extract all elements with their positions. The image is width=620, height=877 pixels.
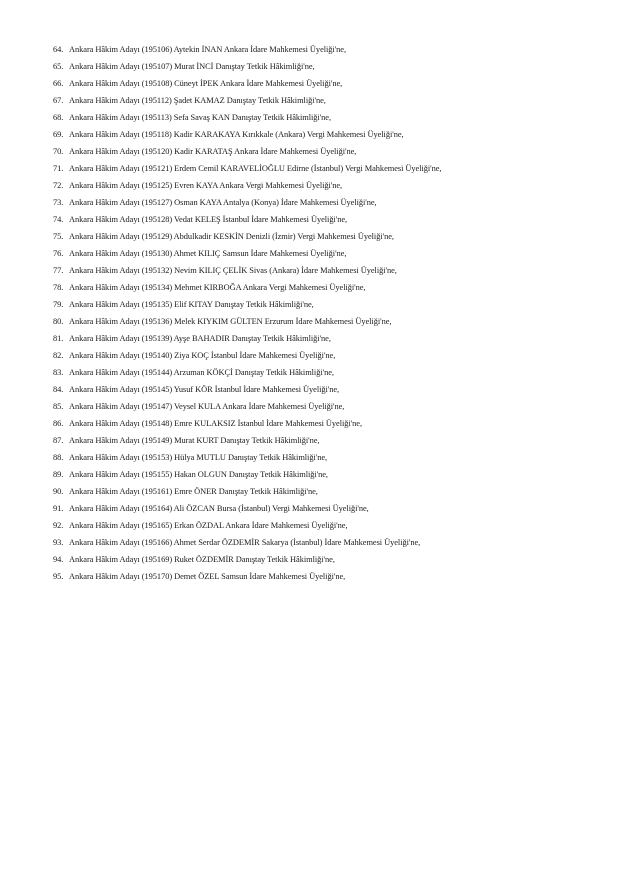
list-item [53, 417, 523, 431]
list-item [53, 43, 523, 57]
list-item [53, 247, 523, 261]
appointment-list [53, 43, 523, 587]
list-item [53, 111, 523, 125]
item-text: Ankara Hâkim Adayı (195144) Arzuman KÖKÇİ Danıştay Tetkik Hâkimliği'ne, [69, 368, 334, 377]
item-text: Ankara Hâkim Adayı (195145) Yusuf KÖR İstanbul İdare Mahkemesi Üyeliği'ne, [69, 385, 340, 394]
item-text: Ankara Hâkim Adayı (195120) Kadir KARATAŞ Ankara İdare Mahkemesi Üyeliği'ne, [69, 147, 357, 156]
list-item [53, 162, 523, 176]
item-text: Ankara Hâkim Adayı (195134) Mehmet KIRBOĞA Ankara Vergi Mahkemesi Üyeliği'ne, [69, 283, 366, 292]
list-item [53, 468, 523, 482]
list-item [53, 196, 523, 210]
item-text: Ankara Hâkim Adayı (195125) Evren KAYA Ankara Vergi Mahkemesi Üyeliği'ne, [69, 181, 343, 190]
list-item [53, 502, 523, 516]
list-item [53, 553, 523, 567]
item-text: Ankara Hâkim Adayı (195136) Melek KIYKIM GÜLTEN Erzurum İdare Mahkemesi Üyeliği'ne, [69, 317, 392, 326]
item-text: Ankara Hâkim Adayı (195118) Kadir KARAKAYA Kırıkkale (Ankara) Vergi Mahkemesi Üyeliği'ne, [69, 130, 404, 139]
list-item [53, 213, 523, 227]
item-number: 80. [53, 317, 64, 326]
item-number: 90. [53, 487, 64, 496]
item-text: Ankara Hâkim Adayı (195153) Hülya MUTLU Danıştay Tetkik Hâkimliği'ne, [69, 453, 328, 462]
item-number: 93. [53, 538, 64, 547]
item-text: Ankara Hâkim Adayı (195169) Ruket ÖZDEMİR Danıştay Tetkik Hâkimliği'ne, [69, 555, 335, 564]
list-item [53, 60, 523, 74]
item-number: 94. [53, 555, 64, 564]
item-number: 75. [53, 232, 64, 241]
list-item [53, 77, 523, 91]
list-item [53, 298, 523, 312]
item-number: 73. [53, 198, 64, 207]
item-text: Ankara Hâkim Adayı (195149) Murat KURT Danıştay Tetkik Hâkimliği'ne, [69, 436, 320, 445]
item-number: 78. [53, 283, 64, 292]
item-number: 65. [53, 62, 64, 71]
list-item [53, 145, 523, 159]
item-text: Ankara Hâkim Adayı (195164) Ali ÖZCAN Bursa (İstanbul) Vergi Mahkemesi Üyeliği'ne, [69, 504, 369, 513]
item-text: Ankara Hâkim Adayı (195128) Vedat KELEŞ İstanbul İdare Mahkemesi Üyeliği'ne, [69, 215, 348, 224]
item-text: Ankara Hâkim Adayı (195166) Ahmet Serdar ÖZDEMİR Sakarya (İstanbul) İdare Mahkemesi Üyeliği'ne, [69, 538, 421, 547]
item-number: 76. [53, 249, 64, 258]
item-number: 67. [53, 96, 64, 105]
item-text: Ankara Hâkim Adayı (195140) Ziya KOÇ İstanbul İdare Mahkemesi Üyeliği'ne, [69, 351, 336, 360]
list-item [53, 485, 523, 499]
item-number: 69. [53, 130, 64, 139]
item-text: Ankara Hâkim Adayı (195135) Elif KITAY Danıştay Tetkik Hâkimliği'ne, [69, 300, 314, 309]
list-item [53, 264, 523, 278]
item-number: 85. [53, 402, 64, 411]
item-text: Ankara Hâkim Adayı (195106) Aytekin İNAN Ankara İdare Mahkemesi Üyeliği'ne, [69, 45, 347, 54]
item-text: Ankara Hâkim Adayı (195121) Erdem Cemil KARAVELİOĞLU Edirne (İstanbul) Vergi Mahkemesi Üyeliği'ne, [69, 164, 442, 173]
item-number: 91. [53, 504, 64, 513]
list-item [53, 349, 523, 363]
item-number: 84. [53, 385, 64, 394]
list-item [53, 536, 523, 550]
item-text: Ankara Hâkim Adayı (195130) Ahmet KILIÇ Samsun İdare Mahkemesi Üyeliği'ne, [69, 249, 347, 258]
item-text: Ankara Hâkim Adayı (195147) Veysel KULA Ankara İdare Mahkemesi Üyeliği'ne, [69, 402, 345, 411]
item-number: 89. [53, 470, 64, 479]
item-number: 64. [53, 45, 64, 54]
item-text: Ankara Hâkim Adayı (195112) Şadet KAMAZ Danıştay Tetkik Hâkimliği'ne, [69, 96, 326, 105]
list-item [53, 434, 523, 448]
item-number: 79. [53, 300, 64, 309]
item-number: 83. [53, 368, 64, 377]
item-text: Ankara Hâkim Adayı (195155) Hakan OLGUN Danıştay Tetkik Hâkimliği'ne, [69, 470, 328, 479]
item-text: Ankara Hâkim Adayı (195108) Cüneyt İPEK Ankara İdare Mahkemesi Üyeliği'ne, [69, 79, 343, 88]
item-text: Ankara Hâkim Adayı (195127) Osman KAYA Antalya (Konya) İdare Mahkemesi Üyeliği'ne, [69, 198, 377, 207]
list-item [53, 451, 523, 465]
list-item [53, 128, 523, 142]
item-number: 71. [53, 164, 64, 173]
list-item [53, 519, 523, 533]
list-item [53, 366, 523, 380]
item-text: Ankara Hâkim Adayı (195139) Ayşe BAHADIR Danıştay Tetkik Hâkimliği'ne, [69, 334, 331, 343]
item-text: Ankara Hâkim Adayı (195165) Erkan ÖZDAL Ankara İdare Mahkemesi Üyeliği'ne, [69, 521, 348, 530]
list-item [53, 94, 523, 108]
item-text: Ankara Hâkim Adayı (195170) Demet ÖZEL Samsun İdare Mahkemesi Üyeliği'ne, [69, 572, 346, 581]
item-number: 72. [53, 181, 64, 190]
list-item [53, 315, 523, 329]
list-item [53, 570, 523, 584]
item-number: 74. [53, 215, 64, 224]
list-item [53, 179, 523, 193]
item-number: 81. [53, 334, 64, 343]
item-number: 77. [53, 266, 64, 275]
item-text: Ankara Hâkim Adayı (195107) Murat İNCİ Danıştay Tetkik Hâkimliği'ne, [69, 62, 315, 71]
item-text: Ankara Hâkim Adayı (195113) Sefa Savaş KAN Danıştay Tetkik Hâkimliği'ne, [69, 113, 332, 122]
item-number: 68. [53, 113, 64, 122]
list-item [53, 383, 523, 397]
item-number: 87. [53, 436, 64, 445]
list-item [53, 400, 523, 414]
list-item [53, 281, 523, 295]
item-number: 92. [53, 521, 64, 530]
item-text: Ankara Hâkim Adayı (195132) Nevim KILIÇ ÇELİK Sivas (Ankara) İdare Mahkemesi Üyeliği'ne, [69, 266, 397, 275]
list-item [53, 332, 523, 346]
item-number: 70. [53, 147, 64, 156]
item-number: 66. [53, 79, 64, 88]
item-number: 82. [53, 351, 64, 360]
item-text: Ankara Hâkim Adayı (195161) Emre ÖNER Danıştay Tetkik Hâkimliği'ne, [69, 487, 318, 496]
item-number: 88. [53, 453, 64, 462]
list-item [53, 230, 523, 244]
item-text: Ankara Hâkim Adayı (195129) Abdulkadir KESKİN Denizli (İzmir) Vergi Mahkemesi Üyeliği'ne, [69, 232, 394, 241]
item-number: 86. [53, 419, 64, 428]
item-number: 95. [53, 572, 64, 581]
item-text: Ankara Hâkim Adayı (195148) Emre KULAKSIZ İstanbul İdare Mahkemesi Üyeliği'ne, [69, 419, 362, 428]
